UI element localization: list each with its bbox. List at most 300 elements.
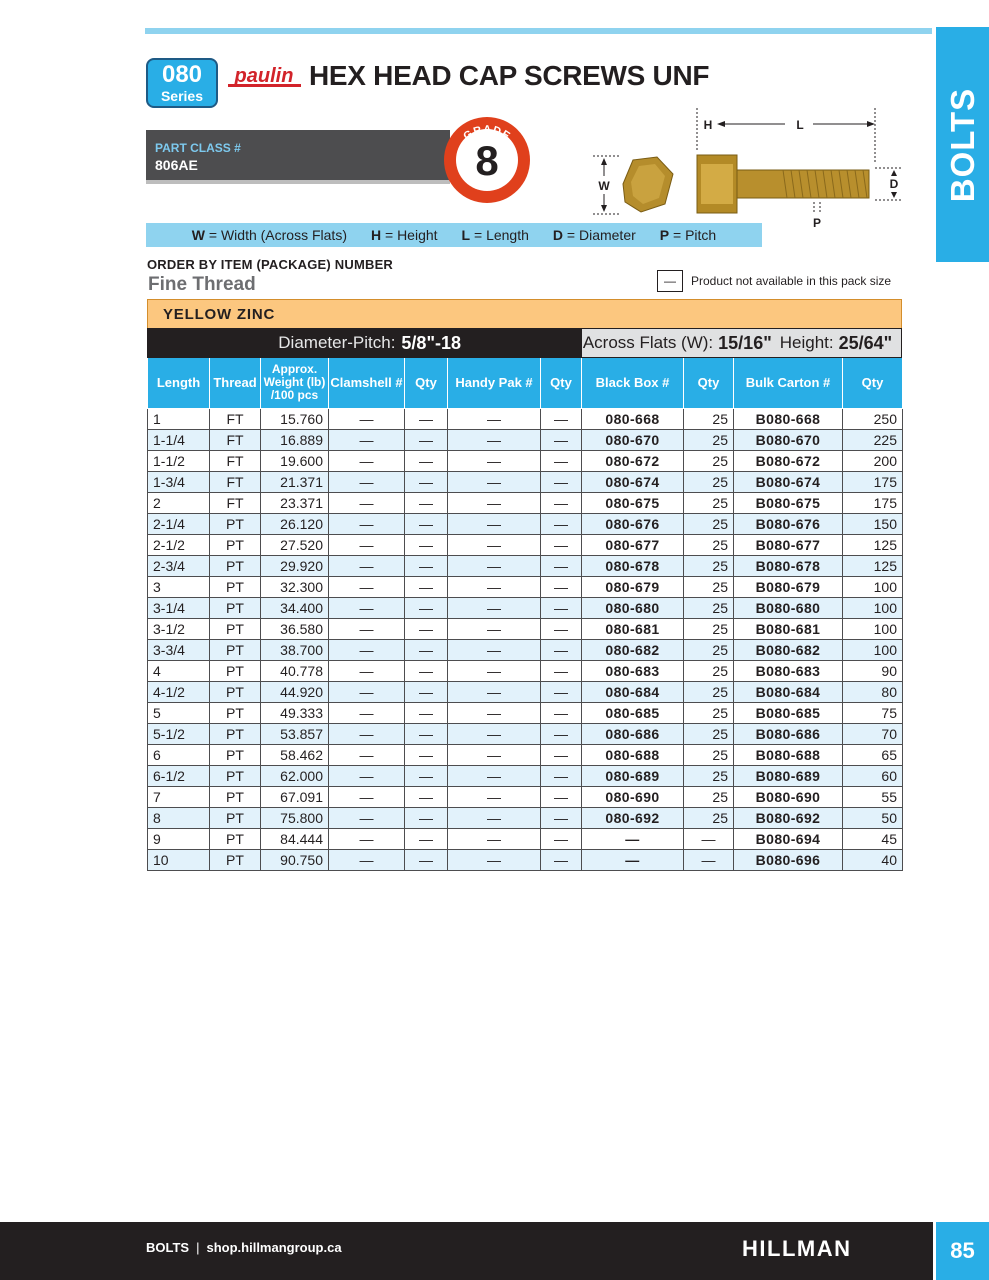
cell-clamshell: — [329,492,405,513]
table-row [148,660,903,681]
cell-black-box: 080-690 [582,786,684,807]
cell-bulk-carton: B080-672 [734,450,843,471]
table-row [148,576,903,597]
bolt-dimension-diagram [585,102,910,232]
cell-thread: FT [210,408,261,429]
cell-black-box-qty: 25 [684,618,734,639]
cell-clamshell: — [329,786,405,807]
diagram-d-label: D [889,177,899,191]
cell-weight: 21.371 [261,471,329,492]
cell-thread: PT [210,744,261,765]
table-row [148,786,903,807]
cell-clamshell: — [329,555,405,576]
cell-clamshell-qty: — [405,807,448,828]
dimension-legend [146,223,762,247]
diagram-l-label: L [796,118,804,132]
col-length-header: Length [148,358,210,408]
table-row [148,828,903,849]
cell-black-box: 080-676 [582,513,684,534]
cell-weight: 26.120 [261,513,329,534]
cell-handy-pak: — [448,723,541,744]
table-row [148,450,903,471]
diameter-pitch-label: Diameter-Pitch: [278,333,396,352]
table-header-row [148,358,903,408]
series-badge [146,58,218,108]
cell-bulk-carton: B080-678 [734,555,843,576]
table-row [148,702,903,723]
cell-bulk-carton-qty: 200 [843,450,903,471]
cell-bulk-carton: B080-670 [734,429,843,450]
not-available-key [657,270,891,292]
cell-handy-pak: — [448,744,541,765]
table-row [148,639,903,660]
cell-length: 7 [148,786,210,807]
cell-bulk-carton-qty: 55 [843,786,903,807]
cell-black-box: 080-683 [582,660,684,681]
hex-head-end-view [623,157,673,212]
cell-weight: 27.520 [261,534,329,555]
cell-black-box-qty: 25 [684,492,734,513]
cell-length: 2-1/2 [148,534,210,555]
cell-bulk-carton: B080-692 [734,807,843,828]
parts-table [147,358,903,871]
footer-text [146,1240,342,1255]
across-flats-value: 15/16" [718,332,772,353]
cell-thread: PT [210,786,261,807]
cell-handy-pak-qty: — [541,660,582,681]
cell-clamshell-qty: — [405,492,448,513]
cell-weight: 49.333 [261,702,329,723]
cell-bulk-carton: B080-680 [734,597,843,618]
cell-length: 1-3/4 [148,471,210,492]
cell-clamshell: — [329,828,405,849]
cell-clamshell: — [329,807,405,828]
cell-length: 1-1/4 [148,429,210,450]
cell-length: 5-1/2 [148,723,210,744]
cell-bulk-carton-qty: 100 [843,639,903,660]
cell-bulk-carton-qty: 175 [843,492,903,513]
cell-bulk-carton: B080-696 [734,849,843,870]
cell-handy-pak-qty: — [541,471,582,492]
cell-length: 2 [148,492,210,513]
cell-weight: 44.920 [261,681,329,702]
cell-thread: PT [210,555,261,576]
cell-weight: 23.371 [261,492,329,513]
cell-handy-pak-qty: — [541,555,582,576]
cell-clamshell: — [329,660,405,681]
cell-length: 3-3/4 [148,639,210,660]
cell-length: 1 [148,408,210,429]
cell-black-box: 080-686 [582,723,684,744]
cell-bulk-carton: B080-668 [734,408,843,429]
cell-black-box-qty: 25 [684,807,734,828]
cell-black-box-qty: 25 [684,681,734,702]
cell-clamshell: — [329,618,405,639]
table-row [148,429,903,450]
cell-clamshell: — [329,723,405,744]
cell-clamshell-qty: — [405,408,448,429]
cell-bulk-carton-qty: 75 [843,702,903,723]
head-dimensions-spec [581,328,902,358]
cell-black-box-qty: 25 [684,702,734,723]
diameter-pitch-spec [147,328,581,358]
grade-label: GRADE [461,123,513,143]
cell-weight: 90.750 [261,849,329,870]
height-label: Height: [779,333,834,352]
cell-clamshell: — [329,639,405,660]
cell-thread: FT [210,471,261,492]
cell-black-box: 080-668 [582,408,684,429]
series-label: Series [160,88,204,104]
table-row [148,408,903,429]
cell-black-box-qty: 25 [684,597,734,618]
bolt-side-view [697,155,869,213]
cell-bulk-carton: B080-685 [734,702,843,723]
grade-value: 8 [475,137,499,184]
cell-handy-pak: — [448,597,541,618]
table-row [148,555,903,576]
diameter-pitch-value: 5/8"-18 [401,332,461,353]
cell-bulk-carton-qty: 65 [843,744,903,765]
table-row [148,723,903,744]
cell-bulk-carton-qty: 150 [843,513,903,534]
cell-bulk-carton: B080-681 [734,618,843,639]
cell-handy-pak: — [448,492,541,513]
table-row [148,849,903,870]
cell-clamshell: — [329,513,405,534]
cell-handy-pak-qty: — [541,534,582,555]
cell-clamshell: — [329,744,405,765]
cell-thread: PT [210,849,261,870]
col-black-box-header: Black Box # [582,358,684,408]
cell-handy-pak-qty: — [541,786,582,807]
cell-bulk-carton: B080-686 [734,723,843,744]
cell-thread: PT [210,639,261,660]
cell-black-box-qty: 25 [684,744,734,765]
cell-weight: 67.091 [261,786,329,807]
cell-black-box: 080-688 [582,744,684,765]
cell-handy-pak: — [448,681,541,702]
cell-black-box-qty: 25 [684,723,734,744]
cell-bulk-carton-qty: 50 [843,807,903,828]
cell-handy-pak: — [448,471,541,492]
cell-clamshell: — [329,681,405,702]
cell-black-box-qty: 25 [684,471,734,492]
cell-black-box-qty: 25 [684,450,734,471]
cell-clamshell: — [329,849,405,870]
paulin-logo [227,64,302,90]
cell-bulk-carton-qty: 90 [843,660,903,681]
cell-thread: PT [210,702,261,723]
cell-clamshell-qty: — [405,639,448,660]
col-thread-header: Thread [210,358,261,408]
cell-clamshell: — [329,534,405,555]
cell-bulk-carton-qty: 125 [843,534,903,555]
cell-clamshell-qty: — [405,744,448,765]
cell-black-box: 080-685 [582,702,684,723]
cell-length: 6 [148,744,210,765]
cell-bulk-carton: B080-684 [734,681,843,702]
legend-item-length: L = Length [461,227,529,243]
part-class-value: 806AE [155,157,198,173]
cell-handy-pak-qty: — [541,408,582,429]
cell-black-box: 080-678 [582,555,684,576]
cell-handy-pak: — [448,429,541,450]
cell-clamshell-qty: — [405,681,448,702]
cell-thread: FT [210,450,261,471]
table-row [148,534,903,555]
cell-length: 3 [148,576,210,597]
cell-weight: 53.857 [261,723,329,744]
cell-clamshell-qty: — [405,618,448,639]
cell-weight: 84.444 [261,828,329,849]
cell-handy-pak-qty: — [541,429,582,450]
cell-weight: 19.600 [261,450,329,471]
cell-clamshell-qty: — [405,765,448,786]
cell-length: 9 [148,828,210,849]
col-handy-pak-qty-header: Qty [541,358,582,408]
cell-bulk-carton-qty: 60 [843,765,903,786]
cell-bulk-carton: B080-675 [734,492,843,513]
cell-handy-pak: — [448,828,541,849]
cell-black-box: 080-677 [582,534,684,555]
cell-thread: FT [210,429,261,450]
cell-length: 4 [148,660,210,681]
table-row [148,744,903,765]
cell-handy-pak-qty: — [541,702,582,723]
cell-clamshell: — [329,765,405,786]
cell-bulk-carton-qty: 80 [843,681,903,702]
cell-bulk-carton: B080-677 [734,534,843,555]
cell-handy-pak-qty: — [541,492,582,513]
diagram-p-label: P [812,216,822,230]
cell-black-box-qty: 25 [684,576,734,597]
cell-clamshell: — [329,429,405,450]
cell-clamshell-qty: — [405,555,448,576]
not-available-text: Product not available in this pack size [691,274,892,288]
cell-bulk-carton-qty: 125 [843,555,903,576]
table-row [148,513,903,534]
cell-black-box-qty: 25 [684,408,734,429]
section-tab [936,27,989,262]
cell-black-box-qty: 25 [684,639,734,660]
cell-black-box-qty: 25 [684,660,734,681]
cell-thread: PT [210,807,261,828]
cell-handy-pak-qty: — [541,681,582,702]
cell-thread: PT [210,597,261,618]
cell-handy-pak: — [448,576,541,597]
cell-thread: PT [210,513,261,534]
cell-black-box: 080-672 [582,450,684,471]
cell-clamshell-qty: — [405,723,448,744]
cell-black-box: 080-684 [582,681,684,702]
cell-handy-pak-qty: — [541,513,582,534]
cell-weight: 16.889 [261,429,329,450]
cell-clamshell-qty: — [405,513,448,534]
col-clamshell-qty-header: Qty [405,358,448,408]
cell-black-box: 080-692 [582,807,684,828]
cell-handy-pak: — [448,534,541,555]
cell-length: 1-1/2 [148,450,210,471]
cell-handy-pak: — [448,765,541,786]
grade-seal-icon [438,114,534,206]
cell-bulk-carton-qty: 70 [843,723,903,744]
diagram-h-label: H [703,118,713,132]
legend-item-pitch: P = Pitch [659,227,717,243]
cell-handy-pak-qty: — [541,765,582,786]
top-rule [145,28,932,34]
cell-bulk-carton-qty: 175 [843,471,903,492]
cell-black-box: 080-681 [582,618,684,639]
cell-handy-pak-qty: — [541,744,582,765]
cell-thread: PT [210,576,261,597]
cell-weight: 34.400 [261,597,329,618]
cell-clamshell: — [329,702,405,723]
cell-bulk-carton-qty: 45 [843,828,903,849]
cell-bulk-carton-qty: 40 [843,849,903,870]
cell-bulk-carton: B080-688 [734,744,843,765]
cell-black-box-qty: 25 [684,429,734,450]
cell-handy-pak: — [448,408,541,429]
cell-handy-pak-qty: — [541,828,582,849]
cell-black-box: 080-674 [582,471,684,492]
cell-black-box: 080-680 [582,597,684,618]
cell-clamshell-qty: — [405,702,448,723]
cell-clamshell-qty: — [405,429,448,450]
cell-black-box: 080-675 [582,492,684,513]
table-row [148,618,903,639]
cell-black-box: — [582,849,684,870]
cell-clamshell: — [329,408,405,429]
finish-heading: YELLOW ZINC [147,299,902,328]
cell-weight: 62.000 [261,765,329,786]
cell-length: 4-1/2 [148,681,210,702]
cell-weight: 38.700 [261,639,329,660]
cell-clamshell-qty: — [405,450,448,471]
page-title: HEX HEAD CAP SCREWS UNF [309,60,710,91]
cell-weight: 58.462 [261,744,329,765]
cell-clamshell-qty: — [405,828,448,849]
cell-weight: 29.920 [261,555,329,576]
cell-handy-pak-qty: — [541,597,582,618]
cell-clamshell-qty: — [405,660,448,681]
cell-thread: PT [210,681,261,702]
cell-handy-pak: — [448,618,541,639]
table-row [148,765,903,786]
cell-weight: 32.300 [261,576,329,597]
cell-length: 8 [148,807,210,828]
cell-black-box-qty: 25 [684,765,734,786]
diagram-w-label: W [598,179,610,193]
footer-section: BOLTS [146,1240,190,1255]
legend-item-height: H = Height [370,227,438,243]
table-row [148,471,903,492]
cell-bulk-carton: B080-674 [734,471,843,492]
cell-handy-pak: — [448,807,541,828]
cell-handy-pak: — [448,660,541,681]
legend-item-width: W = Width (Across Flats) [191,227,347,243]
cell-bulk-carton: B080-683 [734,660,843,681]
cell-black-box: 080-689 [582,765,684,786]
cell-thread: PT [210,618,261,639]
cell-thread: FT [210,492,261,513]
table-row [148,681,903,702]
cell-clamshell-qty: — [405,534,448,555]
table-row [148,807,903,828]
cell-black-box-qty: 25 [684,555,734,576]
cell-handy-pak: — [448,849,541,870]
cell-bulk-carton-qty: 100 [843,576,903,597]
cell-bulk-carton: B080-694 [734,828,843,849]
cell-length: 2-1/4 [148,513,210,534]
cell-handy-pak: — [448,513,541,534]
cell-length: 5 [148,702,210,723]
cell-weight: 75.800 [261,807,329,828]
cell-length: 2-3/4 [148,555,210,576]
cell-thread: PT [210,723,261,744]
col-weight-header: Approx. Weight (lb) /100 pcs [261,358,329,408]
cell-clamshell: — [329,576,405,597]
cell-bulk-carton-qty: 100 [843,618,903,639]
cell-length: 10 [148,849,210,870]
cell-thread: PT [210,660,261,681]
cell-black-box-qty: 25 [684,786,734,807]
not-available-symbol: — [657,270,683,292]
across-flats-label: Across Flats (W): [582,333,714,352]
footer-url-link[interactable]: shop.hillmangroup.ca [206,1240,342,1255]
hillman-logo [742,1235,902,1261]
cell-handy-pak-qty: — [541,639,582,660]
cell-weight: 36.580 [261,618,329,639]
cell-handy-pak-qty: — [541,576,582,597]
cell-clamshell: — [329,450,405,471]
cell-clamshell-qty: — [405,576,448,597]
cell-length: 3-1/2 [148,618,210,639]
cell-bulk-carton: B080-676 [734,513,843,534]
cell-black-box: — [582,828,684,849]
cell-handy-pak: — [448,786,541,807]
cell-clamshell-qty: — [405,597,448,618]
cell-clamshell: — [329,471,405,492]
cell-handy-pak: — [448,702,541,723]
col-handy-pak-header: Handy Pak # [448,358,541,408]
spec-row [147,328,902,358]
hillman-wordmark: HILLMAN [742,1236,852,1261]
footer-separator: | [196,1240,200,1255]
cell-handy-pak-qty: — [541,849,582,870]
cell-length: 6-1/2 [148,765,210,786]
order-heading: ORDER BY ITEM (PACKAGE) NUMBER [147,257,394,272]
footer-bar [0,1222,933,1280]
cell-handy-pak-qty: — [541,723,582,744]
cell-black-box-qty: — [684,849,734,870]
cell-black-box: 080-679 [582,576,684,597]
col-bulk-carton-qty-header: Qty [843,358,903,408]
cell-handy-pak: — [448,639,541,660]
thread-type-heading: Fine Thread [148,274,256,295]
cell-bulk-carton-qty: 250 [843,408,903,429]
cell-black-box-qty: 25 [684,513,734,534]
cell-black-box-qty: — [684,828,734,849]
cell-clamshell-qty: — [405,849,448,870]
cell-weight: 40.778 [261,660,329,681]
legend-item-diameter: D = Diameter [552,227,636,243]
cell-thread: PT [210,534,261,555]
part-class-box [146,130,450,184]
page-number: 85 [936,1222,989,1280]
col-black-box-qty-header: Qty [684,358,734,408]
cell-bulk-carton: B080-682 [734,639,843,660]
